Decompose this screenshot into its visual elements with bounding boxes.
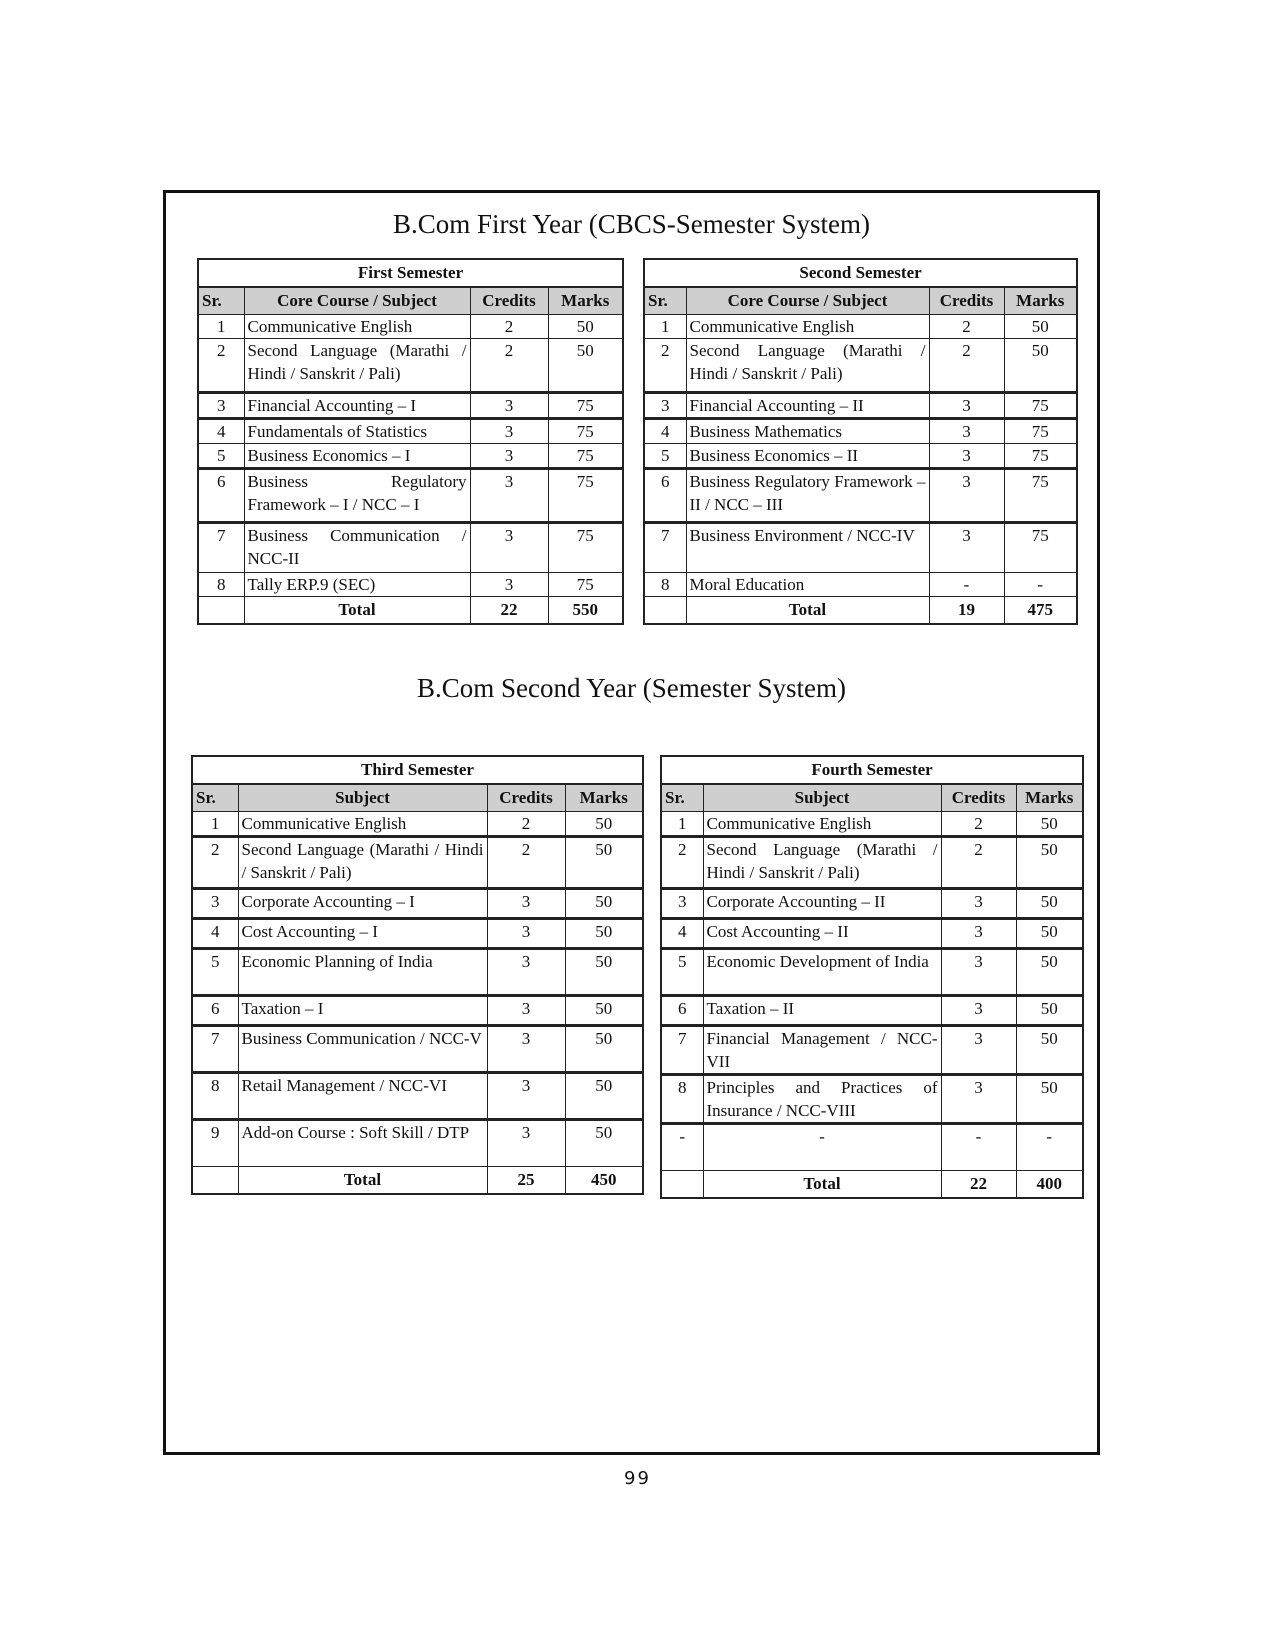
table-row — [198, 339, 623, 393]
marks-cell: 50 — [548, 315, 623, 339]
subject-cell: Taxation – II — [703, 996, 941, 1026]
table-row — [192, 949, 643, 996]
table-row — [192, 919, 643, 949]
sr-cell: 7 — [661, 1026, 703, 1075]
subject-cell: Cost Accounting – I — [238, 919, 487, 949]
sr-cell: 8 — [661, 1075, 703, 1124]
sr-cell: 1 — [661, 812, 703, 837]
marks-cell: 75 — [1004, 469, 1077, 523]
sr-cell: 7 — [644, 523, 686, 573]
credits-header: Credits — [470, 287, 548, 315]
marks-cell: 75 — [1004, 523, 1077, 573]
sr-cell: 5 — [661, 949, 703, 996]
page-number: 99 — [624, 1468, 651, 1489]
credits-cell: 3 — [487, 1120, 565, 1167]
marks-cell: 50 — [565, 949, 643, 996]
credits-cell: 3 — [470, 523, 548, 573]
subject-cell: Economic Planning of India — [238, 949, 487, 996]
marks-header: Marks — [548, 287, 623, 315]
credits-cell: 3 — [941, 889, 1016, 919]
subject-cell: Taxation – I — [238, 996, 487, 1026]
total-row — [192, 1167, 643, 1195]
subject-cell: Communicative English — [244, 315, 470, 339]
sr-cell: 7 — [192, 1026, 238, 1073]
marks-cell: 75 — [548, 393, 623, 419]
sr-cell: 6 — [198, 469, 244, 523]
total-label: Total — [238, 1167, 487, 1195]
table-row — [644, 444, 1077, 469]
sr-cell: 1 — [644, 315, 686, 339]
total-label: Total — [703, 1171, 941, 1199]
sr-cell: 4 — [198, 419, 244, 444]
credits-header: Credits — [487, 784, 565, 812]
second-semester-table — [643, 258, 1078, 625]
subject-cell: Retail Management / NCC-VI — [238, 1073, 487, 1120]
sr-cell: 2 — [192, 837, 238, 889]
credits-cell: 3 — [487, 1026, 565, 1073]
total-label: Total — [686, 597, 929, 625]
credits-cell: 3 — [470, 419, 548, 444]
subject-cell: Cost Accounting – II — [703, 919, 941, 949]
marks-cell: 50 — [565, 1073, 643, 1120]
sr-cell: 3 — [198, 393, 244, 419]
total-credits: 22 — [470, 597, 548, 625]
total-label: Total — [244, 597, 470, 625]
subject-cell: Communicative English — [238, 812, 487, 837]
credits-cell: 3 — [929, 469, 1004, 523]
subject-cell: Fundamentals of Statistics — [244, 419, 470, 444]
sr-header: Sr. — [644, 287, 686, 315]
subject-cell: Second Language (Marathi / Hindi / Sanskrit / Pali) — [686, 339, 929, 393]
first-year-heading: B.Com First Year (CBCS-Semester System) — [392, 209, 871, 239]
subject-cell: Business Communication / NCC-II — [244, 523, 470, 573]
marks-cell: 50 — [1016, 812, 1083, 837]
table-row — [644, 573, 1077, 597]
table-row — [192, 837, 643, 889]
marks-cell: 75 — [548, 573, 623, 597]
total-credits: 25 — [487, 1167, 565, 1195]
marks-cell: - — [1016, 1124, 1083, 1171]
fourth-semester-table — [660, 755, 1084, 1199]
total-row — [644, 597, 1077, 625]
marks-cell: 50 — [565, 919, 643, 949]
table-row — [198, 523, 623, 573]
sr-header: Sr. — [661, 784, 703, 812]
credits-cell: 3 — [941, 949, 1016, 996]
table-row — [644, 393, 1077, 419]
credits-cell: 3 — [470, 469, 548, 523]
sr-cell: 1 — [192, 812, 238, 837]
credits-cell: 3 — [487, 889, 565, 919]
sr-cell: 2 — [644, 339, 686, 393]
total-marks: 550 — [548, 597, 623, 625]
sr-cell: 5 — [198, 444, 244, 469]
subject-header: Core Course / Subject — [686, 287, 929, 315]
subject-cell: Corporate Accounting – II — [703, 889, 941, 919]
table-row — [198, 469, 623, 523]
credits-cell: - — [941, 1124, 1016, 1171]
marks-cell: 50 — [565, 1026, 643, 1073]
marks-cell: 50 — [565, 1120, 643, 1167]
table-row — [198, 444, 623, 469]
marks-cell: 50 — [565, 996, 643, 1026]
sr-cell: 3 — [192, 889, 238, 919]
credits-cell: 2 — [941, 837, 1016, 889]
subject-cell: Second Language (Marathi / Hindi / Sanskrit / Pali) — [238, 837, 487, 889]
table-row — [644, 419, 1077, 444]
table-row — [661, 1075, 1083, 1124]
credits-cell: 2 — [470, 339, 548, 393]
table-row — [661, 812, 1083, 837]
subject-cell: Tally ERP.9 (SEC) — [244, 573, 470, 597]
credits-cell: 3 — [487, 1073, 565, 1120]
subject-header: Subject — [703, 784, 941, 812]
table-row — [198, 573, 623, 597]
sr-cell: 8 — [192, 1073, 238, 1120]
credits-cell: 3 — [470, 444, 548, 469]
credits-cell: 3 — [929, 393, 1004, 419]
subject-cell: Moral Education — [686, 573, 929, 597]
credits-cell: 2 — [487, 837, 565, 889]
marks-header: Marks — [1016, 784, 1083, 812]
credits-cell: 2 — [941, 812, 1016, 837]
total-credits: 19 — [929, 597, 1004, 625]
credits-cell: 3 — [470, 393, 548, 419]
marks-cell: 50 — [548, 339, 623, 393]
marks-cell: 50 — [1016, 996, 1083, 1026]
sr-cell: 3 — [644, 393, 686, 419]
column-header-row — [661, 784, 1083, 812]
subject-cell: Business Communication / NCC-V — [238, 1026, 487, 1073]
table-row — [192, 889, 643, 919]
credits-cell: 2 — [470, 315, 548, 339]
marks-header: Marks — [1004, 287, 1077, 315]
page-frame — [163, 190, 1100, 1455]
credits-header: Credits — [941, 784, 1016, 812]
table-row — [661, 919, 1083, 949]
sr-header: Sr. — [192, 784, 238, 812]
sr-cell: 5 — [192, 949, 238, 996]
first-semester-table — [197, 258, 624, 625]
sr-cell: 4 — [192, 919, 238, 949]
table-row — [192, 1073, 643, 1120]
credits-cell: 3 — [487, 996, 565, 1026]
subject-header: Subject — [238, 784, 487, 812]
sr-cell: 6 — [192, 996, 238, 1026]
credits-cell: 3 — [487, 919, 565, 949]
marks-cell: 75 — [1004, 393, 1077, 419]
marks-cell: 50 — [1016, 1026, 1083, 1075]
subject-cell: - — [703, 1124, 941, 1171]
credits-cell: - — [929, 573, 1004, 597]
sr-cell: 4 — [661, 919, 703, 949]
credits-cell: 3 — [941, 996, 1016, 1026]
subject-cell: Communicative English — [703, 812, 941, 837]
credits-cell: 2 — [487, 812, 565, 837]
sr-cell: 2 — [661, 837, 703, 889]
credits-cell: 2 — [929, 339, 1004, 393]
credits-cell: 3 — [929, 419, 1004, 444]
marks-cell: 50 — [1004, 315, 1077, 339]
sr-cell: 6 — [644, 469, 686, 523]
marks-cell: 50 — [565, 837, 643, 889]
total-marks: 475 — [1004, 597, 1077, 625]
subject-cell: Corporate Accounting – I — [238, 889, 487, 919]
table-row — [661, 889, 1083, 919]
subject-cell: Financial Accounting – II — [686, 393, 929, 419]
marks-cell: 50 — [1004, 339, 1077, 393]
subject-cell: Business Environment / NCC-IV — [686, 523, 929, 573]
third-semester-table — [191, 755, 644, 1195]
column-header-row — [198, 287, 623, 315]
subject-cell: Business Mathematics — [686, 419, 929, 444]
marks-cell: 75 — [548, 444, 623, 469]
credits-cell: 3 — [470, 573, 548, 597]
credits-cell: 3 — [941, 1075, 1016, 1124]
fourth-semester-title: Fourth Semester — [661, 756, 1083, 784]
marks-cell: 75 — [548, 419, 623, 444]
table-row — [192, 812, 643, 837]
subject-cell: Business Regulatory Framework – I / NCC – I — [244, 469, 470, 523]
total-credits: 22 — [941, 1171, 1016, 1199]
marks-cell: 50 — [565, 889, 643, 919]
total-row — [661, 1171, 1083, 1199]
table-row — [661, 996, 1083, 1026]
first-semester-title: First Semester — [198, 259, 623, 287]
total-row — [198, 597, 623, 625]
second-year-heading: B.Com Second Year (Semester System) — [417, 673, 846, 703]
subject-header: Core Course / Subject — [244, 287, 470, 315]
marks-cell: 50 — [1016, 1075, 1083, 1124]
marks-cell: 50 — [1016, 837, 1083, 889]
sr-cell: 8 — [198, 573, 244, 597]
table-row — [198, 315, 623, 339]
subject-cell: Financial Management / NCC-VII — [703, 1026, 941, 1075]
subject-cell: Business Economics – I — [244, 444, 470, 469]
table-row — [192, 1026, 643, 1073]
subject-cell: Add-on Course : Soft Skill / DTP — [238, 1120, 487, 1167]
marks-header: Marks — [565, 784, 643, 812]
sr-cell: 2 — [198, 339, 244, 393]
marks-cell: 50 — [1016, 919, 1083, 949]
sr-cell: 5 — [644, 444, 686, 469]
table-row — [661, 1026, 1083, 1075]
table-row — [192, 1120, 643, 1167]
credits-cell: 3 — [941, 1026, 1016, 1075]
marks-cell: 50 — [565, 812, 643, 837]
sr-cell: 6 — [661, 996, 703, 1026]
subject-cell: Business Economics – II — [686, 444, 929, 469]
marks-cell: 50 — [1016, 949, 1083, 996]
credits-header: Credits — [929, 287, 1004, 315]
credits-cell: 2 — [929, 315, 1004, 339]
marks-cell: 75 — [1004, 419, 1077, 444]
sr-cell: 7 — [198, 523, 244, 573]
marks-cell: 75 — [548, 523, 623, 573]
second-semester-title: Second Semester — [644, 259, 1077, 287]
marks-cell: 75 — [548, 469, 623, 523]
subject-cell: Business Regulatory Framework – II / NCC – III — [686, 469, 929, 523]
sr-cell: 9 — [192, 1120, 238, 1167]
subject-cell: Second Language (Marathi / Hindi / Sanskrit / Pali) — [244, 339, 470, 393]
subject-cell: Economic Development of India — [703, 949, 941, 996]
subject-cell: Principles and Practices of Insurance / NCC-VIII — [703, 1075, 941, 1124]
third-semester-title: Third Semester — [192, 756, 643, 784]
sr-cell: 8 — [644, 573, 686, 597]
marks-cell: 75 — [1004, 444, 1077, 469]
column-header-row — [192, 784, 643, 812]
credits-cell: 3 — [929, 444, 1004, 469]
subject-cell: Financial Accounting – I — [244, 393, 470, 419]
sr-cell: 4 — [644, 419, 686, 444]
sr-header: Sr. — [198, 287, 244, 315]
table-row — [192, 996, 643, 1026]
table-row — [644, 523, 1077, 573]
subject-cell: Communicative English — [686, 315, 929, 339]
total-marks: 400 — [1016, 1171, 1083, 1199]
subject-cell: Second Language (Marathi / Hindi / Sanskrit / Pali) — [703, 837, 941, 889]
column-header-row — [644, 287, 1077, 315]
table-row — [644, 315, 1077, 339]
table-row — [198, 419, 623, 444]
credits-cell: 3 — [941, 919, 1016, 949]
marks-cell: 50 — [1016, 889, 1083, 919]
table-row — [661, 949, 1083, 996]
table-row — [661, 837, 1083, 889]
credits-cell: 3 — [929, 523, 1004, 573]
total-marks: 450 — [565, 1167, 643, 1195]
sr-cell: 1 — [198, 315, 244, 339]
sr-cell: 3 — [661, 889, 703, 919]
table-row — [198, 393, 623, 419]
marks-cell: - — [1004, 573, 1077, 597]
credits-cell: 3 — [487, 949, 565, 996]
table-row — [661, 1124, 1083, 1171]
sr-cell: - — [661, 1124, 703, 1171]
table-row — [644, 469, 1077, 523]
table-row — [644, 339, 1077, 393]
